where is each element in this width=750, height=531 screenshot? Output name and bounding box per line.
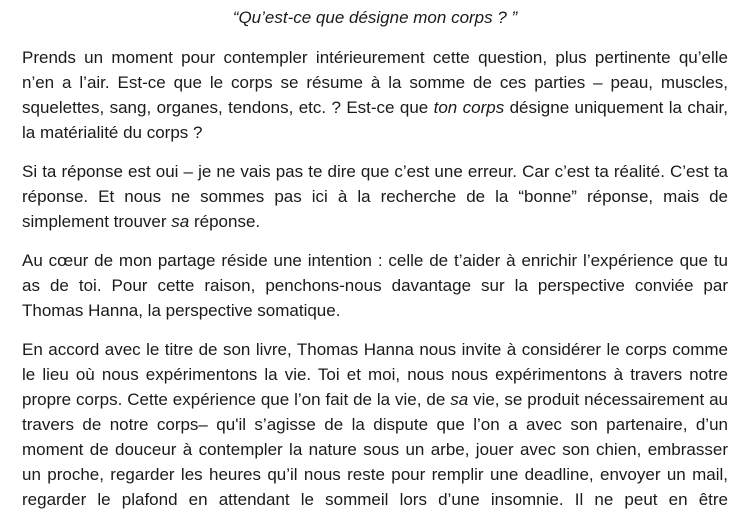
document-title: “Qu’est-ce que désigne mon corps ? ”	[232, 8, 518, 27]
paragraph-2	[22, 159, 728, 234]
paragraph-2-text-a: Si ta réponse est oui – je ne vais pas te dire que c’est une erreur. Car c’est ta réalité. C’est ta réponse. Et nous ne sommes pas ici à la recherche de la “bonne” réponse, mais de simplement trouver	[22, 162, 728, 231]
paragraph-1-text-a: Prends un moment pour contempler intérieurement cette question, plus pertinente qu’elle n’en a l’air. Est-ce que le corps se résume à la somme de ces parties – peau, muscles, squelettes, sang, organes, tendons, etc. ? Est-ce que	[22, 48, 728, 117]
paragraph-4	[22, 337, 728, 512]
document-page	[22, 0, 728, 512]
paragraph-4-text-a: En accord avec le titre de son livre, Thomas Hanna nous invite à considérer le corps comme le lieu où nous expérimentons la vie. Toi et moi, nous nous expérimentons à travers notre propre corps. Cette expérience que l’on fait de la vie, de	[22, 340, 728, 409]
paragraph-2-text-b: réponse.	[189, 212, 261, 231]
paragraph-4-emphasis: sa	[450, 390, 469, 409]
paragraph-4-text-b: vie, se produit nécessairement au travers de notre corps– qu'il s’agisse de la dispute que l’on a avec son partenaire, d’un moment de douceur à contempler la nature sous un arbe, jouer avec son chien, embrasser un proche, regarder les heures qu’il nous reste pour remplir une deadline, envoyer un mail, regarder le plafond en attendant le sommeil lors d’une insomnie. Il ne peut en être	[22, 390, 728, 509]
paragraph-3-text: Au cœur de mon partage réside une intention : celle de t’aider à enrichir l’expérience que tu as de toi. Pour cette raison, penchons-nous davantage sur la perspective conviée par Thomas Hanna, la perspective somatique.	[22, 251, 728, 320]
paragraph-3	[22, 248, 728, 323]
paragraph-1-emphasis: ton corps	[433, 98, 505, 117]
paragraph-1-text-b: désigne uniquement la chair, la matérialité du corps ?	[22, 98, 728, 142]
paragraph-2-emphasis: sa	[171, 212, 190, 231]
paragraph-1	[22, 45, 728, 145]
